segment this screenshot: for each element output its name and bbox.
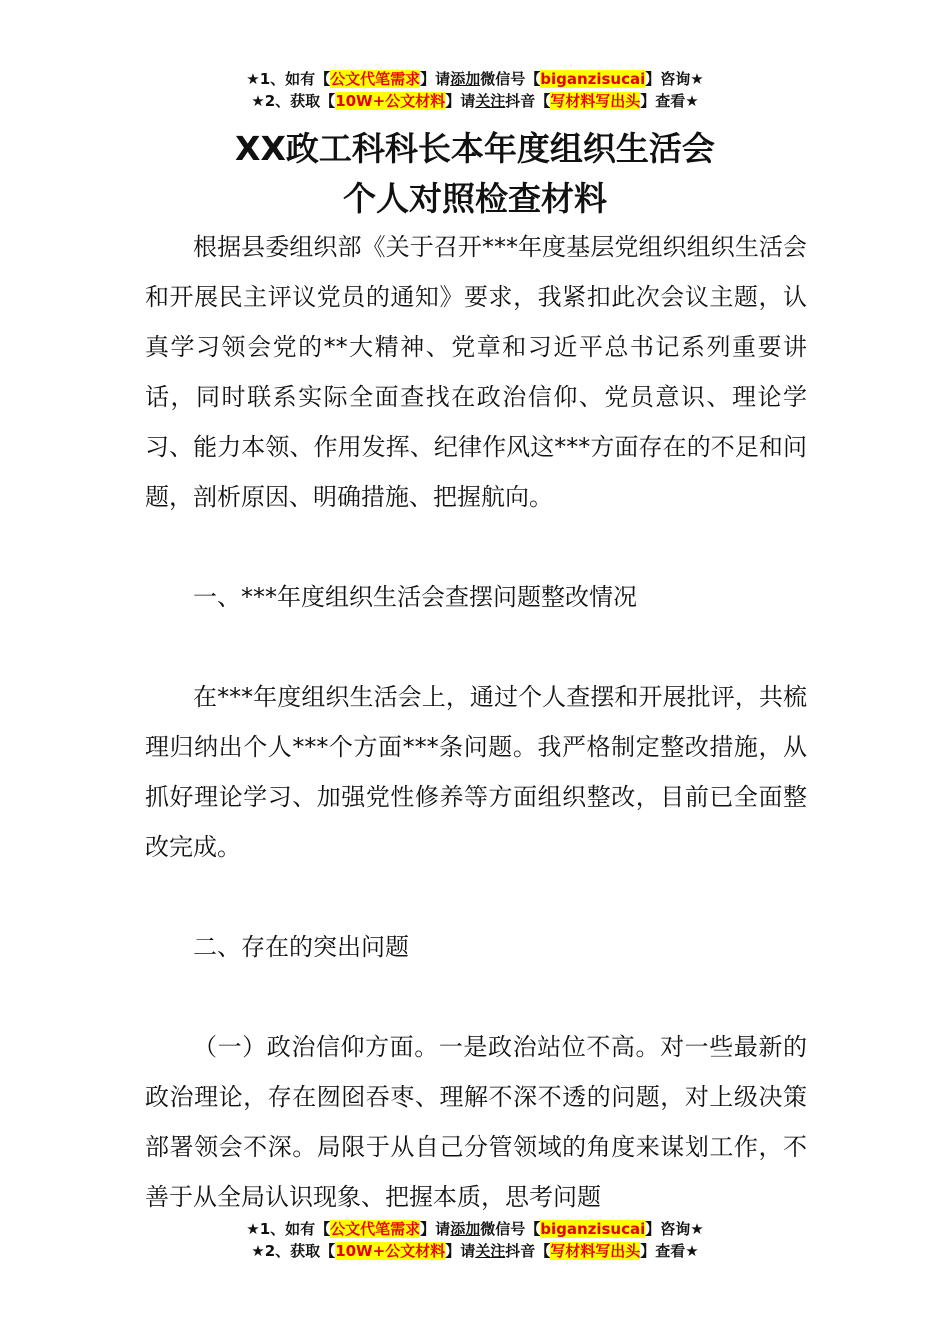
ad-underline: 关注 xyxy=(475,1242,506,1260)
ad-text: 】请 xyxy=(420,1220,451,1238)
ad-text: 】请 xyxy=(445,1242,476,1260)
header-ad-line-1 xyxy=(0,68,950,90)
ad-highlight: biganzisucai xyxy=(540,1220,646,1238)
ad-highlight: 公文代笔需求 xyxy=(330,70,421,88)
ad-text: 】请 xyxy=(445,92,476,110)
ad-text: ★1、如有【 xyxy=(246,1220,331,1238)
title-line-1: XX政工科科长本年度组织生活会 xyxy=(235,129,715,168)
ad-text: 抖音【 xyxy=(505,92,551,110)
spacer xyxy=(145,872,807,922)
ad-underline: 添加 xyxy=(450,70,481,88)
section-heading-2: 二、存在的突出问题 xyxy=(193,933,409,961)
ad-text: 微信号【 xyxy=(480,1220,541,1238)
document-body xyxy=(145,222,807,1222)
document-title xyxy=(0,124,950,224)
ad-text: ★2、获取【 xyxy=(251,1242,336,1260)
ad-text: ★1、如有【 xyxy=(246,70,331,88)
ad-highlight: 10W+公文材料 xyxy=(335,92,446,110)
ad-highlight: 10W+公文材料 xyxy=(335,1242,446,1260)
ad-text: ★2、获取【 xyxy=(251,92,336,110)
ad-highlight: 写材料写出头 xyxy=(550,92,641,110)
rectification-paragraph: 在***年度组织生活会上，通过个人查摆和开展批评，共梳理归纳出个人***个方面***条问题。我严格制定整改措施，从抓好理论学习、加强党性修养等方面组织整改，目前已全面整改完成。 xyxy=(145,683,807,861)
ad-underline: 关注 xyxy=(475,92,506,110)
title-line-2: 个人对照检查材料 xyxy=(343,179,607,218)
ad-text: 】查看★ xyxy=(640,1242,699,1260)
ad-highlight: biganzisucai xyxy=(540,70,646,88)
footer-ad xyxy=(0,1218,950,1262)
ad-text: 】请 xyxy=(420,70,451,88)
header-ad-line-2 xyxy=(0,90,950,112)
header-ad xyxy=(0,68,950,112)
ad-highlight: 公文代笔需求 xyxy=(330,1220,421,1238)
political-belief-paragraph: （一）政治信仰方面。一是政治站位不高。对一些最新的政治理论，存在囫囵吞枣、理解不深不透的问题，对上级决策部署领会不深。局限于从自己分管领域的角度来谋划工作，不善于从全局认识现象、把握本质，思考问题 xyxy=(145,1033,807,1211)
spacer xyxy=(145,522,807,572)
ad-text: 微信号【 xyxy=(480,70,541,88)
ad-text: 】咨询★ xyxy=(645,1220,704,1238)
ad-underline: 添加 xyxy=(450,1220,481,1238)
spacer xyxy=(145,622,807,672)
ad-highlight: 写材料写出头 xyxy=(550,1242,641,1260)
ad-text: 抖音【 xyxy=(505,1242,551,1260)
spacer xyxy=(145,972,807,1022)
intro-paragraph: 根据县委组织部《关于召开***年度基层党组织组织生活会和开展民主评议党员的通知》要求，我紧扣此次会议主题，认真学习领会党的**大精神、党章和习近平总书记系列重要讲话，同时联系实际全面查找在政治信仰、党员意识、理论学习、能力本领、作用发挥、纪律作风这***方面存在的不足和问题，剖析原因、明确措施、把握航向。 xyxy=(145,233,807,511)
footer-ad-line-1 xyxy=(0,1218,950,1240)
ad-text: 】查看★ xyxy=(640,92,699,110)
ad-text: 】咨询★ xyxy=(645,70,704,88)
footer-ad-line-2 xyxy=(0,1240,950,1262)
section-heading-1: 一、***年度组织生活会查摆问题整改情况 xyxy=(193,583,637,611)
